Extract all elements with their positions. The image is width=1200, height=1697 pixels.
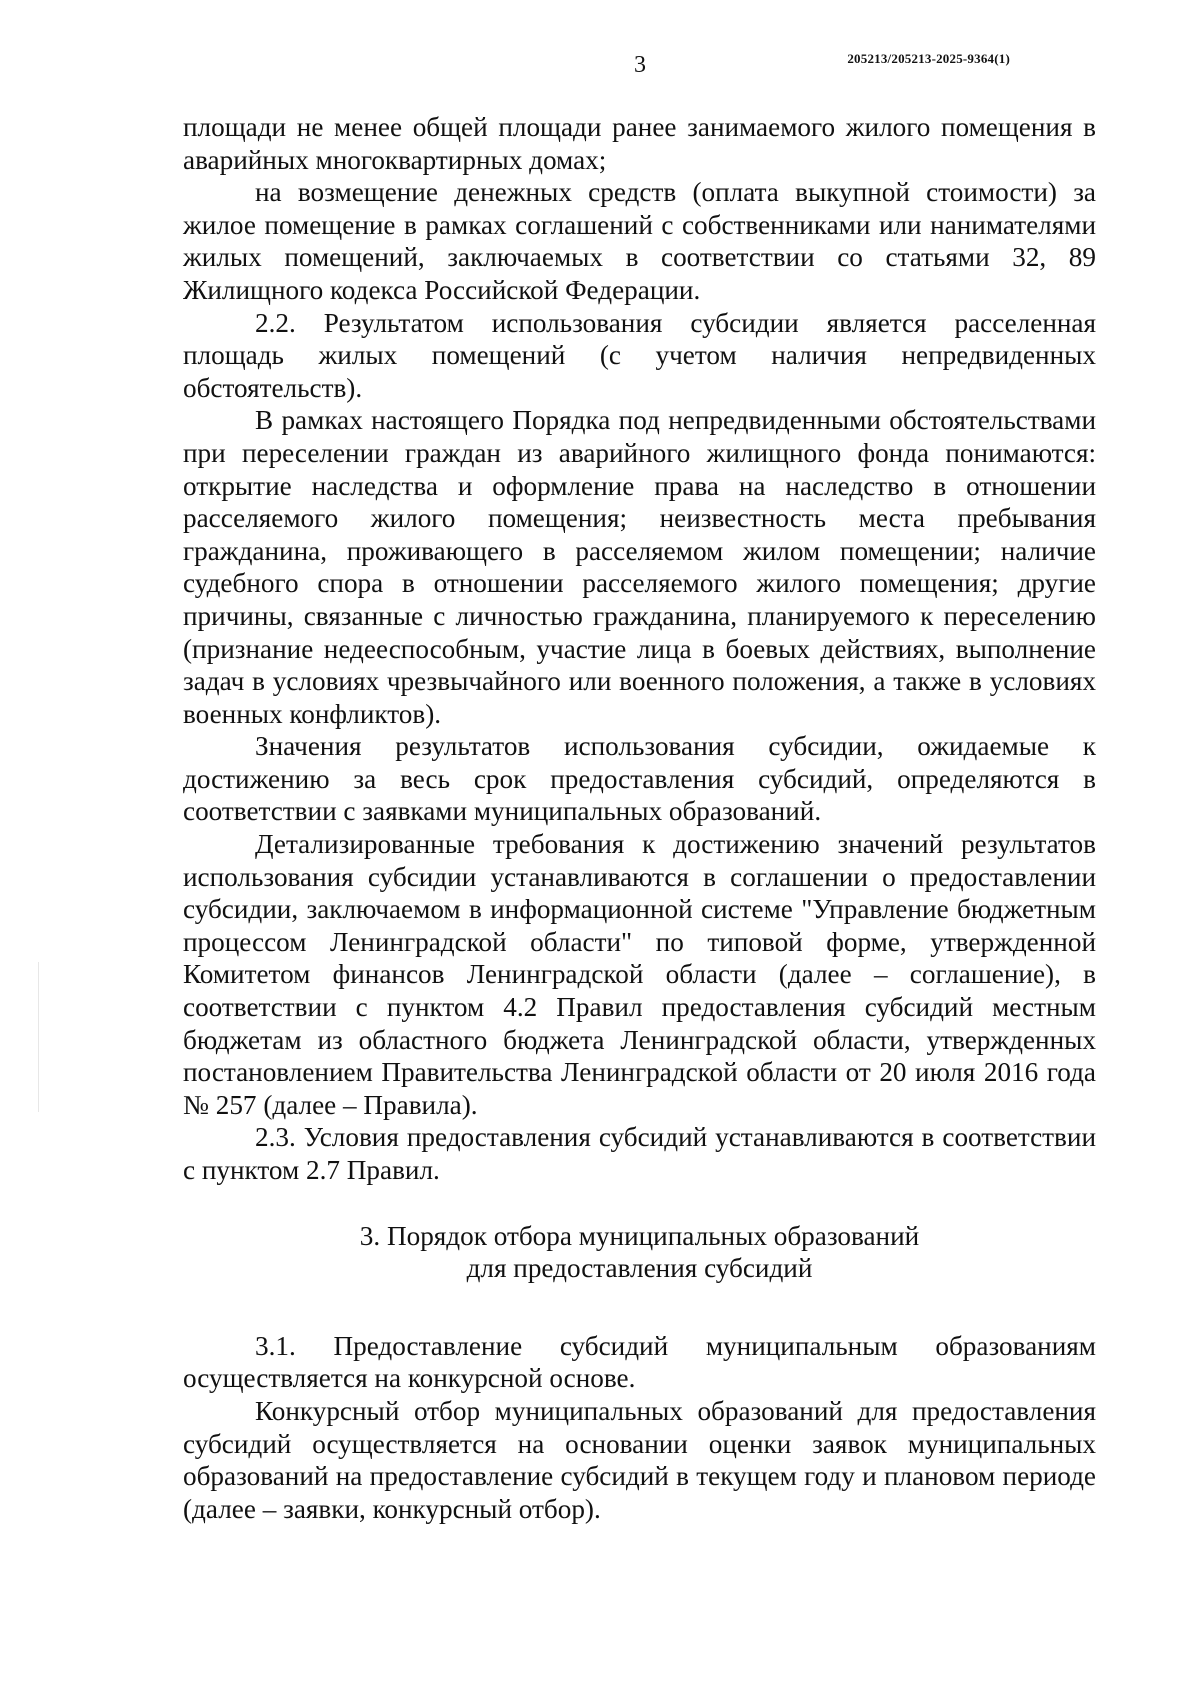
section-heading-line-1: 3. Порядок отбора муниципальных образований (359, 1220, 920, 1251)
scan-margin-mark (38, 962, 39, 1112)
page-number: 3 (634, 52, 646, 78)
paragraph: 3.1. Предоставление субсидий муниципальным образованиям осуществляется на конкурсной основе. (183, 1330, 1096, 1394)
paragraph: Детализированные требования к достижению значений результатов использования субсидии устанавливаются в соглашении о предоставлении субсидии, заключаемом в информационной системе "Управление бюджетным процессом Ленинградской области" по типовой форме, утвержденной Комитетом финансов Ленинградской области (далее – соглашение), в соответствии с пунктом 4.2 Правил предоставления субсидий местным бюджетам из областного бюджета Ленинградской области, утвержденных постановлением Правительства Ленинградской области от 20 июля 2016 года № 257 (далее – Правила). (183, 829, 1096, 1120)
spacer (183, 1285, 1096, 1330)
paragraph: площади не менее общей площади ранее занимаемого жилого помещения в аварийных многоквартирных домах; (183, 112, 1096, 175)
document-id: 205213/205213-2025-9364(1) (847, 51, 1010, 66)
document-body (183, 111, 1096, 1525)
paragraph: 2.2. Результатом использования субсидии является расселенная площадь жилых помещений (с учетом наличия непредвиденных обстоятельств). (183, 307, 1096, 403)
paragraph: В рамках настоящего Порядка под непредвиденными обстоятельствами при переселении граждан из аварийного жилищного фонда понимаются: открытие наследства и оформление права на наследство в отношении расселяемого жилого помещения; неизвестность места пребывания гражданина, проживающего в расселяемом жилом помещении; наличие судебного спора в отношении расселяемого жилого помещения; другие причины, связанные с личностью гражданина, планируемого к переселению (признание недееспособным, участие лица в боевых действиях, выполнение задач в условиях чрезвычайного или военного положения, а также в условиях военных конфликтов). (183, 405, 1096, 729)
paragraph: Конкурсный отбор муниципальных образований для предоставления субсидий осуществляется на основании оценки заявок муниципальных образований на предоставление субсидий в текущем году и плановом периоде (далее – заявки, конкурсный отбор). (183, 1395, 1096, 1524)
paragraph: Значения результатов использования субсидии, ожидаемые к достижению за весь срок предоставления субсидий, определяются в соответствии с заявками муниципальных образований. (183, 731, 1096, 827)
paragraph: 2.3. Условия предоставления субсидий устанавливаются в соответствии с пунктом 2.7 Правил. (183, 1122, 1096, 1185)
paragraph: на возмещение денежных средств (оплата выкупной стоимости) за жилое помещение в рамках соглашений с собственниками или нанимателями жилых помещений, заключаемых в соответствии со статьями 32, 89 Жилищного кодекса Российской Федерации. (183, 177, 1096, 305)
section-heading-line-2: для предоставления субсидий (466, 1253, 813, 1284)
spacer (183, 1187, 1096, 1220)
